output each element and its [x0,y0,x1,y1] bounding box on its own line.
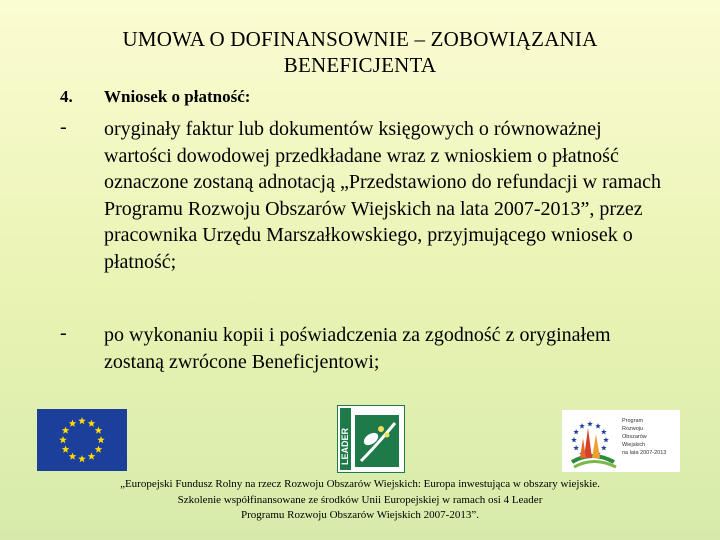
footer-line-1: „Europejski Fundusz Rolny na rzecz Rozwoju Obszarów Wiejskich: Europa inwestująca w obszary wiejskie. [120,478,600,490]
leader-logo [337,405,405,473]
prow-logo [562,410,680,472]
footer-line-2: Szkolenie współfinansowane ze środków Unii Europejskiej w ramach osi 4 Leader [177,493,543,506]
bullet-marker-1: - [60,116,67,138]
title-line-2: BENEFICJENTA [283,53,437,77]
prow-text-3: Obszarów [622,434,647,440]
leader-text: LEADER [340,427,350,465]
prow-text-4: Wiejskich [622,442,646,448]
bullet-text-1: oryginały faktur lub dokumentów księgowych o równoważnej wartości dowodowej przedkładane wraz z wnioskiem o płatność oznaczone zostaną adnotacją „Przedstawiono do refundacji w ramach Programu Rozwoju Obszarów Wiejskich na lata 2007-2013”, przez pracownika Urzędu Marszałkowskiego, przyjmującego wniosek o płatność; [104,118,661,273]
prow-text-5: na lata 2007-2013 [622,450,667,456]
bullet-marker-2: - [60,322,67,344]
footer-line-3: Programu Rozwoju Obszarów Wiejskich 2007-2013”. [241,509,479,521]
section-heading: Wniosek o płatność: [104,87,251,106]
eu-flag-logo [37,409,127,471]
section-number: 4. [60,87,73,106]
bullet-text-2: po wykonaniu kopii i poświadczenia za zgodność z oryginałem zostaną zwrócone Beneficjentowi; [104,324,611,373]
footer [80,477,640,524]
prow-text-2: Rozwoju [622,426,644,432]
slide-title [70,26,650,78]
prow-text-1: Program [622,418,644,424]
title-line-1: UMOWA O DOFINANSOWNIE – ZOBOWIĄZANIA [122,27,598,51]
